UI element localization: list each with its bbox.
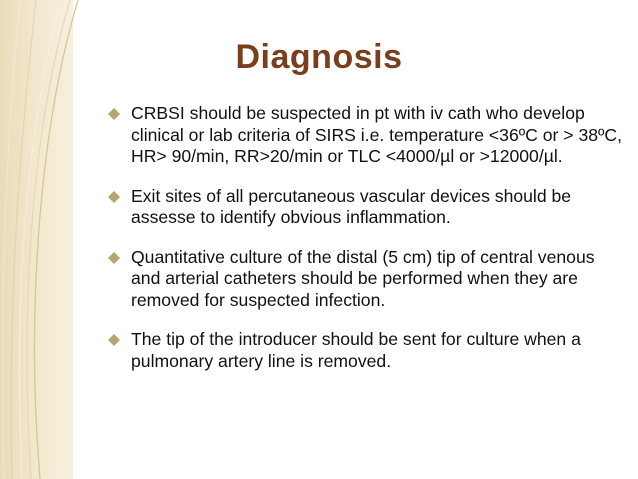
bullet-text: Exit sites of all percutaneous vascular devices should be assesse to identify obvious inflammation. (131, 185, 572, 227)
diamond-bullet-icon (108, 191, 120, 203)
bullet-text: Quantitative culture of the distal (5 cm) tip of central venous and arterial catheters should be performed when they are removed for suspected infection. (131, 246, 595, 310)
diamond-bullet-icon (108, 252, 120, 264)
diamond-bullet-icon (108, 334, 120, 346)
bullet-list (108, 103, 624, 390)
bullet-item (108, 186, 624, 229)
diamond-bullet-icon (108, 108, 120, 120)
bullet-item (108, 103, 624, 168)
bullet-text: CRBSI should be suspected in pt with iv cath who develop clinical or lab criteria of SIRS i.e. temperature <36ºC or > 38ºC, HR> 90/min, RR>20/min or TLC <4000/µl or >12000/µl. (131, 103, 623, 166)
bullet-item (108, 247, 624, 312)
bullet-item (108, 329, 624, 372)
slide-title: Diagnosis (235, 38, 403, 76)
bullet-text: The tip of the introducer should be sent for culture when a pulmonary artery line is removed. (131, 329, 581, 371)
